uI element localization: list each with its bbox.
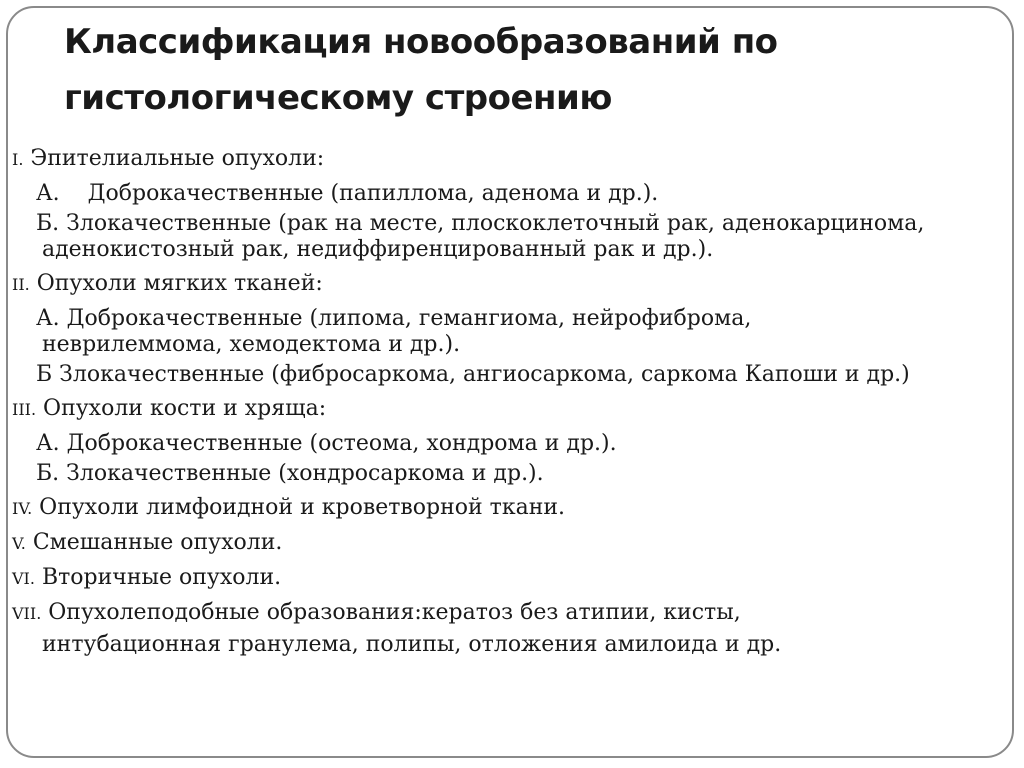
subsection-text: Доброкачественные (папиллома, аденома и др.). — [87, 181, 659, 206]
section-numeral: I. — [12, 150, 24, 169]
section-epithelial — [12, 142, 1012, 263]
section-heading — [12, 267, 1012, 302]
section-tumor-like — [12, 596, 1012, 659]
section-secondary — [12, 561, 1012, 596]
subsection-continuation: неврилеммома, хемодектома и др.). — [42, 332, 461, 357]
subsection-benign — [12, 306, 1012, 358]
subsection-letter: Б. — [36, 461, 60, 486]
section-text: Опухолеподобные образования:кератоз без атипии, кисты, — [41, 600, 741, 625]
subsection-text: Злокачественные (фибросаркома, ангиосаркома, саркома Капоши и др.) — [52, 362, 910, 387]
section-text: Опухоли лимфоидной и кроветворной ткани. — [32, 495, 566, 520]
section-numeral: VI. — [12, 569, 35, 588]
subsection-malignant — [12, 211, 1012, 263]
subsection-text: Злокачественные (рак на месте, плоскоклеточный рак, аденокарцинома, — [59, 211, 925, 236]
section-continuation: интубационная гранулема, полипы, отложения амилоида и др. — [42, 632, 782, 657]
slide-title-line-1: Классификация новообразований по — [64, 22, 778, 62]
section-heading — [12, 392, 1012, 427]
subsection-letter: Б — [36, 362, 53, 387]
section-heading — [12, 142, 1012, 177]
section-heading — [12, 526, 1012, 561]
subsection-letter: А. — [36, 306, 60, 331]
section-numeral: III. — [12, 400, 37, 419]
section-text: Опухоли мягких тканей: — [29, 271, 323, 296]
classification-list — [12, 142, 1012, 659]
subsection-letter: Б. — [36, 211, 60, 236]
subsection-letter: А. — [36, 431, 60, 456]
section-numeral: V. — [12, 534, 26, 553]
subsection-continuation: аденокистозный рак, недиффиренцированный рак и др.). — [42, 237, 714, 262]
section-numeral: II. — [12, 275, 30, 294]
subsection-malignant — [12, 362, 1012, 388]
section-bone-cartilage — [12, 392, 1012, 487]
section-text: Смешанные опухоли. — [25, 530, 283, 555]
section-lymphoid — [12, 491, 1012, 526]
subsection-letter: А. — [36, 181, 60, 206]
subsection-malignant — [12, 461, 1012, 487]
subsection-benign — [12, 181, 1012, 207]
slide-title — [64, 14, 964, 126]
subsection-text: Злокачественные (хондросаркома и др.). — [59, 461, 544, 486]
subsection-text: Доброкачественные (липома, гемангиома, нейрофиброма, — [59, 306, 752, 331]
section-text: Вторичные опухоли. — [34, 565, 282, 590]
subsection-text: Доброкачественные (остеома, хондрома и др.). — [59, 431, 617, 456]
section-mixed — [12, 526, 1012, 561]
section-heading — [12, 596, 1012, 631]
section-numeral: IV. — [12, 499, 33, 518]
section-text: Эпителиальные опухоли: — [23, 146, 325, 171]
section-numeral: VII. — [12, 604, 42, 623]
slide-title-line-2: гистологическому строению — [64, 78, 612, 118]
section-heading — [12, 491, 1012, 526]
section-heading — [12, 561, 1012, 596]
section-text: Опухоли кости и хряща: — [36, 396, 327, 421]
section-soft-tissue — [12, 267, 1012, 388]
subsection-benign — [12, 431, 1012, 457]
